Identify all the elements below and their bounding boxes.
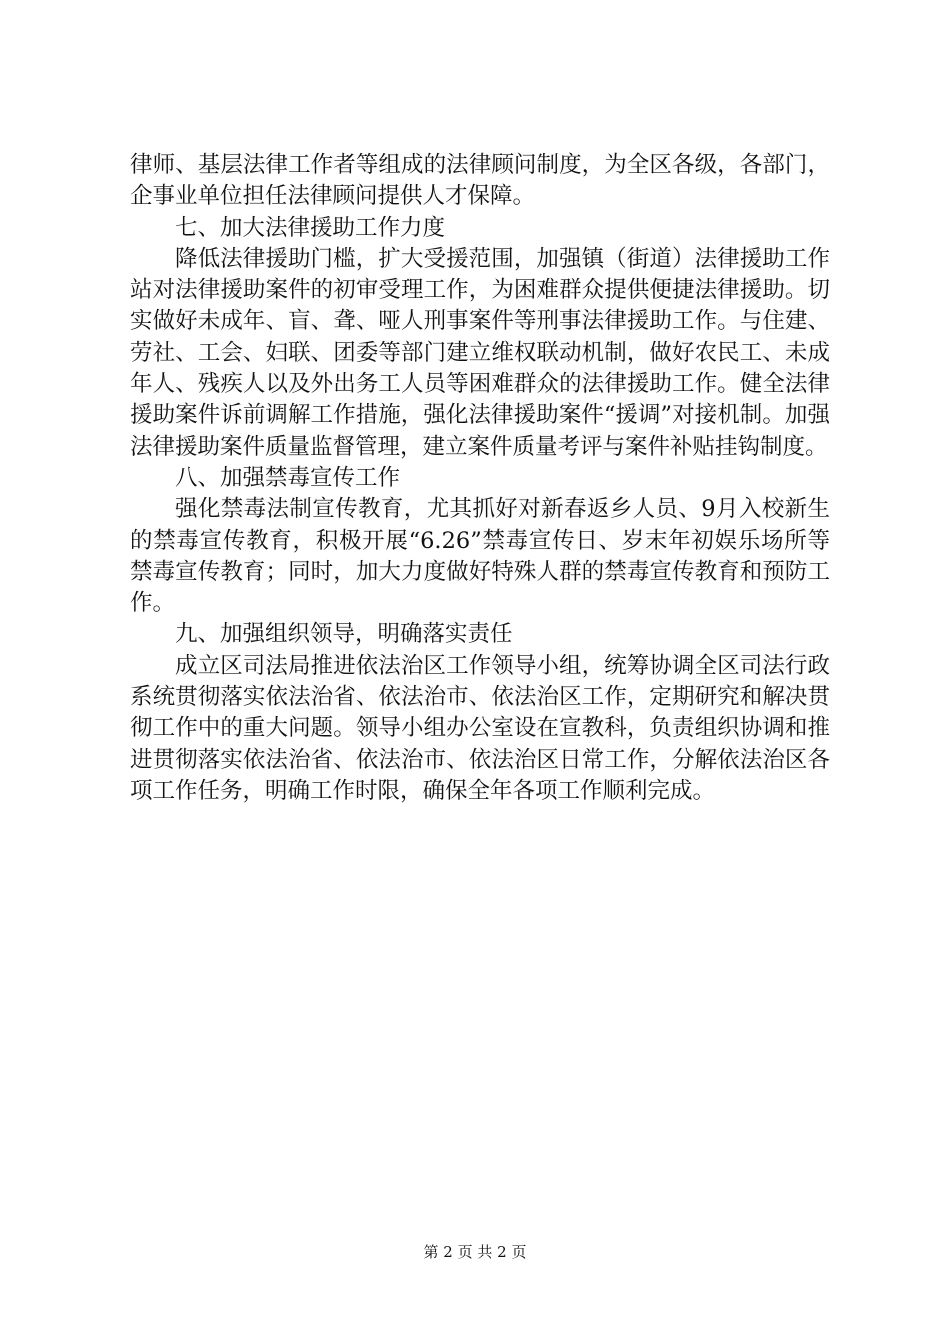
paragraph-continuation: 律师、基层法律工作者等组成的法律顾问制度，为全区各级，各部门，企事业单位担任法律顾问提供人才保障。: [130, 152, 830, 210]
page-footer: 第 2 页 共 2 页: [423, 1243, 527, 1261]
paragraph-legal-aid: 降低法律援助门槛，扩大受援范围，加强镇（街道）法律援助工作站对法律援助案件的初审受理工作，为困难群众提供便捷法律援助。切实做好未成年、盲、聋、哑人刑事案件等刑事法律援助工作。与住建、劳社、工会、妇联、团委等部门建立维权联动机制，做好农民工、未成年人、残疾人以及外出务工人员等困难群众的法律援助工作。健全法律援助案件诉前调解工作措施，强化法律援助案件“援调”对接机制。加强法律援助案件质量监督管理，建立案件质量考评与案件补贴挂钩制度。: [130, 245, 830, 460]
paragraph-anti-drug: 强化禁毒法制宣传教育，尤其抓好对新春返乡人员、9月入校新生的禁毒宣传教育，积极开展“6.26”禁毒宣传日、岁末年初娱乐场所等禁毒宣传教育；同时，加大力度做好特殊人群的禁毒宣传教育和预防工作。: [130, 496, 830, 617]
section-heading-9: 九、加强组织领导，明确落实责任: [175, 621, 513, 648]
paragraph-leadership: 成立区司法局推进依法治区工作领导小组，统筹协调全区司法行政系统贯彻落实依法治省、依法治市、依法治区工作，定期研究和解决贯彻工作中的重大问题。领导小组办公室设在宣教科，负责组织协调和推进贯彻落实依法治省、依法治市、依法治区日常工作，分解依法治区各项工作任务，明确工作时限，确保全年各项工作顺利完成。: [130, 652, 830, 804]
document-body: [130, 150, 830, 807]
section-heading-8: 八、加强禁毒宣传工作: [175, 464, 401, 491]
section-heading-7: 七、加大法律援助工作力度: [175, 214, 446, 241]
